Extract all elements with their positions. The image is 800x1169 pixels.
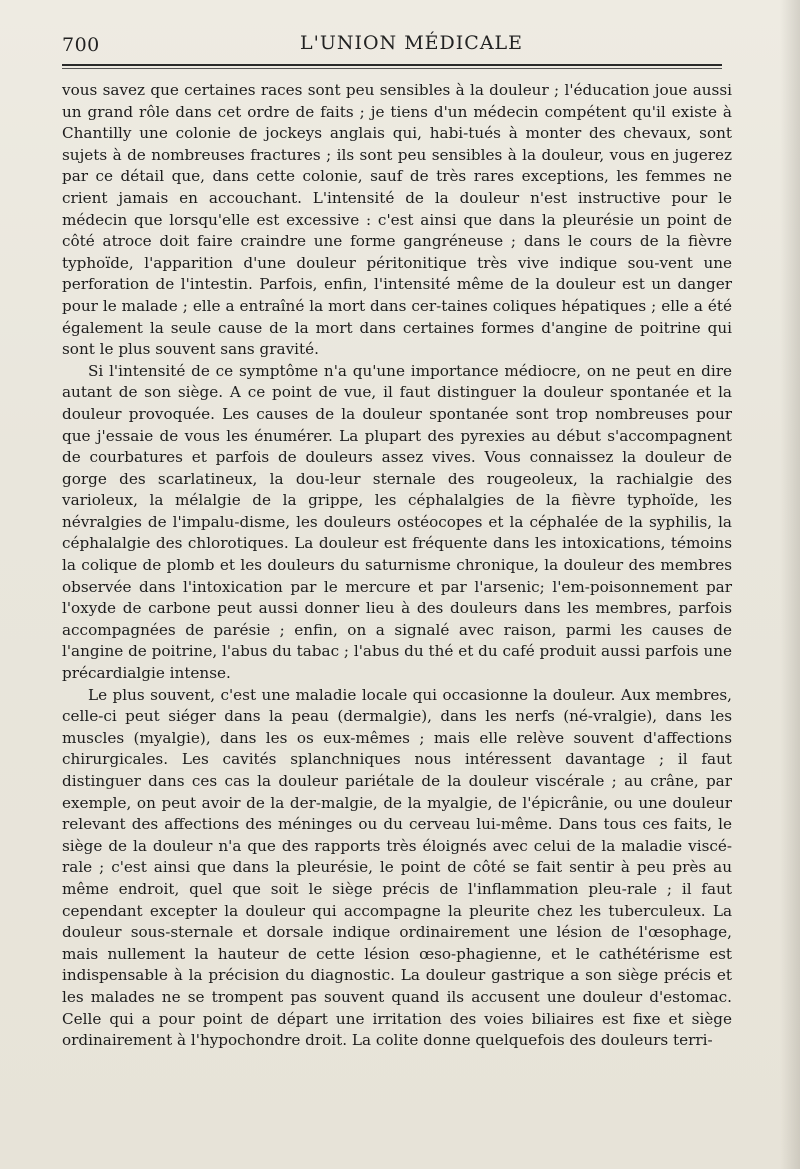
paragraph-3: Le plus souvent, c'est une maladie locale qui occasionne la douleur. Aux membres, celle-ci peut siéger dans la peau (dermalgie), dans les nerfs (né-vralgie), dans les muscles (myalgie), dans les os eux-mêmes ; mais elle relève souvent d'affections chirurgicales. Les cavités splanchniques nous intéressent davantage ; il faut distinguer dans ces cas la douleur pariétale de la douleur viscérale ; au crâne, par exemple, on peut avoir de la der-malgie, de la myalgie, de l'épicrânie, ou une douleur relevant des affections des méninges ou du cerveau lui-même. Dans tous ces faits, le siège de la douleur n'a que des rapports très éloignés avec celui de la maladie viscé-rale ; c'est ainsi que dans la pleurésie, le point de côté se fait sentir à peu près au même endroit, quel que soit le siège précis de l'inflammation pleu-rale ; il faut cependant excepter la douleur qui accompagne la pleurite chez les tuberculeux. La douleur sous-sternale et dorsale indique ordinairement une lésion de l'œsophage, mais nullement la hauteur de cette lésion œso-phagienne, et le cathétérisme est indispensable à la précision du diagnostic. La douleur gastrique a son siège précis et les malades ne se trompent pas souvent quand ils accusent une douleur d'estomac. Celle qui a pour point de départ une irritation des voies biliaires est fixe et siège ordinairement à l'hypochondre droit. La colite donne quelquefois des douleurs terri- [62, 685, 732, 1050]
article-body [62, 80, 732, 1052]
running-header [62, 32, 722, 62]
header-rule-thin [62, 68, 722, 69]
paragraph-1: vous savez que certaines races sont peu sensibles à la douleur ; l'éducation joue aussi un grand rôle dans cet ordre de faits ; je tiens d'un médecin compétent qu'il existe à Chantilly une colonie de jockeys anglais qui, habi-tués à monter des chevaux, sont sujets à de nombreuses fractures ; ils sont peu sensibles à la douleur, vous en jugerez par ce détail que, dans cette colonie, sauf de très rares exceptions, les femmes ne crient jamais en accouchant. L'intensité de la douleur n'est instructive pour le médecin que lorsqu'elle est excessive : c'est ainsi que dans la pleurésie un point de côté atroce doit faire craindre une forme gangréneuse ; dans le cours de la fièvre typhoïde, l'apparition d'une douleur péritonitique très vive indique sou-vent une perforation de l'intestin. Parfois, enfin, l'intensité même de la douleur est un danger pour le malade ; elle a entraîné la mort dans cer-taines coliques hépatiques ; elle a été également la seule cause de la mort dans certaines formes d'angine de poitrine qui sont le plus souvent sans gravité. [62, 81, 732, 359]
journal-title: L'UNION MÉDICALE [300, 32, 524, 54]
header-rule-thick [62, 64, 722, 66]
page-edge-shadow [780, 0, 800, 1169]
page-number: 700 [62, 34, 100, 56]
paragraph-2: Si l'intensité de ce symptôme n'a qu'une importance médiocre, on ne peut en dire autant de son siège. A ce point de vue, il faut distinguer la douleur spontanée et la douleur provoquée. Les causes de la douleur spontanée sont trop nombreuses pour que j'essaie de vous les énumérer. La plupart des pyrexies au début s'accompagnent de courbatures et parfois de douleurs assez vives. Vous connaissez la douleur de gorge des scarlatineux, la dou-leur sternale des rougeoleux, la rachialgie des varioleux, la mélalgie de la grippe, les céphalalgies de la fièvre typhoïde, les névralgies de l'impalu-disme, les douleurs ostéocopes et la céphalée de la syphilis, la céphalalgie des chlorotiques. La douleur est fréquente dans les intoxications, témoins la colique de plomb et les douleurs du saturnisme chronique, la douleur des membres observée dans l'intoxication par le mercure et par l'arsenic; l'em-poisonnement par l'oxyde de carbone peut aussi donner lieu à des douleurs dans les membres, parfois accompagnées de parésie ; enfin, on a signalé avec raison, parmi les causes de l'angine de poitrine, l'abus du tabac ; l'abus du thé et du café produit aussi parfois une précardialgie intense. [62, 361, 732, 683]
